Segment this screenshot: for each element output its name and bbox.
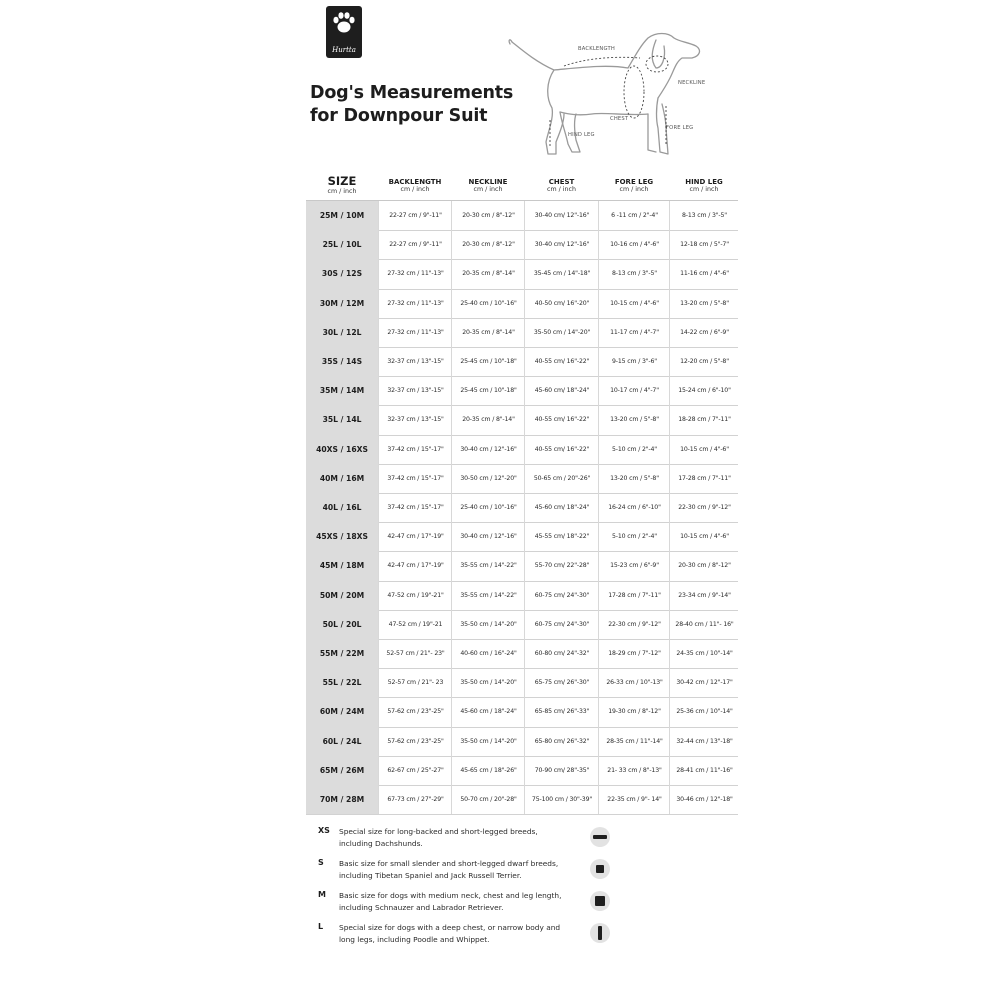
cell-hind-leg: 10-15 cm / 4"-6" xyxy=(669,522,739,551)
cell-size: 60M / 24M xyxy=(306,697,378,726)
header-size-name: SIZE xyxy=(327,174,357,188)
cell-chest: 75-100 cm / 30"-39" xyxy=(524,785,599,814)
cell-neckline: 25-40 cm / 10"-16" xyxy=(451,493,525,522)
title-line-2: for Downpour Suit xyxy=(310,106,488,126)
cell-chest: 30-40 cm/ 12"-16" xyxy=(524,201,599,230)
fore-leg-label: FORE LEG xyxy=(666,125,694,131)
cell-backlength: 27-32 cm / 11"-13" xyxy=(378,289,452,318)
cell-backlength: 67-73 cm / 27"-29" xyxy=(378,785,452,814)
table-row xyxy=(306,668,738,698)
legend-line-2: including Tibetan Spaniel and Jack Russell Terrier. xyxy=(339,871,522,881)
legend-description xyxy=(339,858,589,883)
cell-backlength: 62-67 cm / 25"-27" xyxy=(378,756,452,785)
table-row xyxy=(306,727,738,757)
legend-description xyxy=(339,922,589,947)
legend-line-1: Basic size for dogs with medium neck, chest and leg length, xyxy=(339,891,562,900)
tall-bar-icon xyxy=(590,923,610,943)
cell-fore-leg: 10-15 cm / 4"-6" xyxy=(598,289,670,318)
cell-size: 55M / 22M xyxy=(306,639,378,668)
cell-size: 30S / 12S xyxy=(306,259,378,288)
cell-backlength: 22-27 cm / 9"-11" xyxy=(378,230,452,259)
header-neckline xyxy=(452,170,524,200)
cell-size: 50L / 20L xyxy=(306,610,378,639)
cell-fore-leg: 26-33 cm / 10"-13" xyxy=(598,668,670,697)
medium-square-icon xyxy=(590,891,610,911)
cell-backlength: 32-37 cm / 13"-15" xyxy=(378,347,452,376)
neckline-label: NECKLINE xyxy=(678,80,706,86)
cell-hind-leg: 32-44 cm / 13"-18" xyxy=(669,727,739,756)
table-row xyxy=(306,230,738,260)
cell-chest: 35-50 cm / 14"-20" xyxy=(524,318,599,347)
legend-line-1: Special size for dogs with a deep chest, or narrow body and xyxy=(339,923,561,932)
header-chest-unit: cm / inch xyxy=(547,186,576,193)
chest-label: CHEST xyxy=(610,116,629,122)
cell-fore-leg: 10-17 cm / 4"-7" xyxy=(598,376,670,405)
cell-chest: 45-55 cm/ 18"-22" xyxy=(524,522,599,551)
cell-neckline: 35-55 cm / 14"-22" xyxy=(451,551,525,580)
table-row xyxy=(306,639,738,669)
cell-size: 35S / 14S xyxy=(306,347,378,376)
table-row xyxy=(306,785,738,815)
cell-neckline: 20-30 cm / 8"-12" xyxy=(451,201,525,230)
header-hind-leg xyxy=(670,170,738,200)
cell-backlength: 32-37 cm / 13"-15" xyxy=(378,376,452,405)
cell-neckline: 35-50 cm / 14"-20" xyxy=(451,610,525,639)
legend-item-xs xyxy=(306,824,738,854)
cell-hind-leg: 12-18 cm / 5"-7" xyxy=(669,230,739,259)
cell-fore-leg: 15-23 cm / 6"-9" xyxy=(598,551,670,580)
cell-neckline: 45-60 cm / 18"-24" xyxy=(451,697,525,726)
legend-description xyxy=(339,890,589,915)
legend-line-2: long legs, including Poodle and Whippet. xyxy=(339,935,490,945)
legend-code: XS xyxy=(318,826,330,835)
cell-size: 50M / 20M xyxy=(306,581,378,610)
cell-size: 35M / 14M xyxy=(306,376,378,405)
cell-backlength: 52-57 cm / 21"- 23 xyxy=(378,668,452,697)
cell-backlength: 27-32 cm / 11"-13" xyxy=(378,259,452,288)
table-row xyxy=(306,581,738,611)
cell-size: 35L / 14L xyxy=(306,405,378,434)
cell-neckline: 35-55 cm / 14"-22" xyxy=(451,581,525,610)
legend-line-1: Basic size for small slender and short-legged dwarf breeds, xyxy=(339,859,559,868)
cell-fore-leg: 17-28 cm / 7"-11" xyxy=(598,581,670,610)
legend-code: S xyxy=(318,858,324,867)
cell-fore-leg: 16-24 cm / 6"-10" xyxy=(598,493,670,522)
cell-hind-leg: 20-30 cm / 8"-12" xyxy=(669,551,739,580)
cell-size: 25L / 10L xyxy=(306,230,378,259)
cell-backlength: 27-32 cm / 11"-13" xyxy=(378,318,452,347)
cell-hind-leg: 22-30 cm / 9"-12" xyxy=(669,493,739,522)
cell-hind-leg: 11-16 cm / 4"-6" xyxy=(669,259,739,288)
cell-neckline: 20-30 cm / 8"-12" xyxy=(451,230,525,259)
table-row xyxy=(306,405,738,435)
header-backlength-name: BACKLENGTH xyxy=(388,178,442,186)
legend-code: M xyxy=(318,890,326,899)
table-row xyxy=(306,697,738,727)
cell-hind-leg: 12-20 cm / 5"-8" xyxy=(669,347,739,376)
header-neckline-unit: cm / inch xyxy=(473,186,503,193)
cell-chest: 65-80 cm/ 26"-32" xyxy=(524,727,599,756)
cell-fore-leg: 5-10 cm / 2"-4" xyxy=(598,435,670,464)
cell-backlength: 32-37 cm / 13"-15" xyxy=(378,405,452,434)
legend-item-l xyxy=(306,920,738,950)
cell-size: 45M / 18M xyxy=(306,551,378,580)
cell-chest: 60-75 cm/ 24"-30" xyxy=(524,610,599,639)
cell-size: 30L / 12L xyxy=(306,318,378,347)
cell-backlength: 42-47 cm / 17"-19" xyxy=(378,522,452,551)
cell-fore-leg: 28-35 cm / 11"-14" xyxy=(598,727,670,756)
cell-backlength: 37-42 cm / 15"-17" xyxy=(378,435,452,464)
cell-chest: 40-50 cm/ 16"-20" xyxy=(524,289,599,318)
cell-neckline: 30-50 cm / 12"-20" xyxy=(451,464,525,493)
wide-bar-icon xyxy=(590,827,610,847)
cell-size: 40XS / 16XS xyxy=(306,435,378,464)
cell-neckline: 40-60 cm / 16"-24" xyxy=(451,639,525,668)
cell-fore-leg: 10-16 cm / 4"-6" xyxy=(598,230,670,259)
cell-hind-leg: 25-36 cm / 10"-14" xyxy=(669,697,739,726)
cell-fore-leg: 22-30 cm / 9"-12" xyxy=(598,610,670,639)
table-row xyxy=(306,289,738,319)
legend-description xyxy=(339,826,589,851)
cell-backlength: 22-27 cm / 9"-11" xyxy=(378,201,452,230)
legend-item-s xyxy=(306,856,738,886)
cell-size: 60L / 24L xyxy=(306,727,378,756)
header-fore-leg-name: FORE LEG xyxy=(614,178,654,186)
cell-chest: 40-55 cm/ 16"-22" xyxy=(524,405,599,434)
title-line-1: Dog's Measurements xyxy=(310,83,514,103)
table-row xyxy=(306,610,738,640)
cell-size: 65M / 26M xyxy=(306,756,378,785)
page-title xyxy=(310,82,520,128)
cell-hind-leg: 30-42 cm / 12"-17" xyxy=(669,668,739,697)
table-row xyxy=(306,259,738,289)
header-size xyxy=(306,170,378,200)
hind-leg-label: HIND LEG xyxy=(568,132,595,138)
cell-hind-leg: 15-24 cm / 6"-10" xyxy=(669,376,739,405)
cell-chest: 55-70 cm/ 22"-28" xyxy=(524,551,599,580)
header-fore-leg xyxy=(599,170,669,200)
cell-neckline: 25-45 cm / 10"-18" xyxy=(451,376,525,405)
cell-neckline: 30-40 cm / 12"-16" xyxy=(451,522,525,551)
cell-neckline: 20-35 cm / 8"-14" xyxy=(451,259,525,288)
cell-fore-leg: 6 -11 cm / 2"-4" xyxy=(598,201,670,230)
cell-backlength: 57-62 cm / 23"-25" xyxy=(378,727,452,756)
cell-size: 55L / 22L xyxy=(306,668,378,697)
cell-backlength: 57-62 cm / 23"-25" xyxy=(378,697,452,726)
cell-size: 45XS / 18XS xyxy=(306,522,378,551)
header-hind-leg-unit: cm / inch xyxy=(689,186,719,193)
table-row xyxy=(306,318,738,348)
cell-hind-leg: 18-28 cm / 7"-11" xyxy=(669,405,739,434)
legend-line-2: including Dachshunds. xyxy=(339,839,423,849)
cell-fore-leg: 9-15 cm / 3"-6" xyxy=(598,347,670,376)
cell-chest: 35-45 cm / 14"-18" xyxy=(524,259,599,288)
header-hind-leg-name: HIND LEG xyxy=(685,178,723,186)
cell-chest: 45-60 cm/ 18"-24" xyxy=(524,493,599,522)
cell-backlength: 37-42 cm / 15"-17" xyxy=(378,493,452,522)
cell-fore-leg: 18-29 cm / 7"-12" xyxy=(598,639,670,668)
cell-neckline: 30-40 cm / 12"-16" xyxy=(451,435,525,464)
cell-hind-leg: 13-20 cm / 5"-8" xyxy=(669,289,739,318)
cell-hind-leg: 23-34 cm / 9"-14" xyxy=(669,581,739,610)
cell-backlength: 42-47 cm / 17"-19" xyxy=(378,551,452,580)
legend-item-m xyxy=(306,888,738,918)
header-backlength-unit: cm / inch xyxy=(400,186,430,193)
cell-fore-leg: 5-10 cm / 2"-4" xyxy=(598,522,670,551)
cell-chest: 70-90 cm/ 28"-35" xyxy=(524,756,599,785)
cell-hind-leg: 28-41 cm / 11"-16" xyxy=(669,756,739,785)
table-row xyxy=(306,551,738,581)
cell-size: 40L / 16L xyxy=(306,493,378,522)
table-row xyxy=(306,756,738,786)
cell-chest: 65-75 cm/ 26"-30" xyxy=(524,668,599,697)
cell-chest: 40-55 cm/ 16"-22" xyxy=(524,435,599,464)
cell-fore-leg: 13-20 cm / 5"-8" xyxy=(598,405,670,434)
legend-line-1: Special size for long-backed and short-legged breeds, xyxy=(339,827,538,836)
cell-chest: 60-80 cm/ 24"-32" xyxy=(524,639,599,668)
header-backlength xyxy=(379,170,451,200)
cell-neckline: 35-50 cm / 14"-20" xyxy=(451,727,525,756)
cell-fore-leg: 13-20 cm / 5"-8" xyxy=(598,464,670,493)
cell-neckline: 20-35 cm / 8"-14" xyxy=(451,318,525,347)
header-chest-name: CHEST xyxy=(548,178,575,186)
cell-fore-leg: 8-13 cm / 3"-5" xyxy=(598,259,670,288)
table-row xyxy=(306,376,738,406)
size-chart-sheet xyxy=(306,0,738,1000)
table-row xyxy=(306,201,738,231)
header-fore-leg-unit: cm / inch xyxy=(619,186,649,193)
cell-hind-leg: 24-35 cm / 10"-14" xyxy=(669,639,739,668)
cell-fore-leg: 19-30 cm / 8"-12" xyxy=(598,697,670,726)
legend-line-2: including Schnauzer and Labrador Retriever. xyxy=(339,903,504,913)
cell-chest: 60-75 cm/ 24"-30" xyxy=(524,581,599,610)
cell-size: 25M / 10M xyxy=(306,201,378,230)
cell-neckline: 50-70 cm / 20"-28" xyxy=(451,785,525,814)
cell-size: 30M / 12M xyxy=(306,289,378,318)
cell-hind-leg: 17-28 cm / 7"-11" xyxy=(669,464,739,493)
cell-fore-leg: 21- 33 cm / 8"-13" xyxy=(598,756,670,785)
cell-neckline: 25-45 cm / 10"-18" xyxy=(451,347,525,376)
table-row xyxy=(306,347,738,377)
table-row xyxy=(306,464,738,494)
cell-chest: 45-60 cm/ 18"-24" xyxy=(524,376,599,405)
brand-logo xyxy=(326,6,362,58)
header-chest xyxy=(525,170,598,200)
cell-chest: 30-40 cm/ 12"-16" xyxy=(524,230,599,259)
cell-backlength: 47-52 cm / 19"-21" xyxy=(378,581,452,610)
brand-name: Hurtta xyxy=(332,46,356,54)
cell-backlength: 52-57 cm / 21"- 23" xyxy=(378,639,452,668)
cell-backlength: 37-42 cm / 15"-17" xyxy=(378,464,452,493)
cell-fore-leg: 22-35 cm / 9"- 14" xyxy=(598,785,670,814)
cell-neckline: 45-65 cm / 18"-26" xyxy=(451,756,525,785)
cell-fore-leg: 11-17 cm / 4"-7" xyxy=(598,318,670,347)
small-square-icon xyxy=(590,859,610,879)
cell-hind-leg: 10-15 cm / 4"-6" xyxy=(669,435,739,464)
paw-icon xyxy=(331,10,357,36)
cell-neckline: 20-35 cm / 8"-14" xyxy=(451,405,525,434)
legend-code: L xyxy=(318,922,324,931)
dog-measurement-diagram xyxy=(506,28,738,162)
cell-hind-leg: 28-40 cm / 11"- 16" xyxy=(669,610,739,639)
cell-size: 70M / 28M xyxy=(306,785,378,814)
table-row xyxy=(306,435,738,465)
cell-chest: 50-65 cm / 20"-26" xyxy=(524,464,599,493)
cell-size: 40M / 16M xyxy=(306,464,378,493)
header-neckline-name: NECKLINE xyxy=(468,178,508,186)
cell-hind-leg: 14-22 cm / 6"-9" xyxy=(669,318,739,347)
cell-chest: 40-55 cm/ 16"-22" xyxy=(524,347,599,376)
table-row xyxy=(306,493,738,523)
backlength-label: BACKLENGTH xyxy=(578,46,615,52)
header-size-unit: cm / inch xyxy=(327,188,357,195)
cell-neckline: 25-40 cm / 10"-16" xyxy=(451,289,525,318)
cell-hind-leg: 30-46 cm / 12"-18" xyxy=(669,785,739,814)
cell-backlength: 47-52 cm / 19"-21 xyxy=(378,610,452,639)
dog-silhouette xyxy=(506,28,738,162)
cell-neckline: 35-50 cm / 14"-20" xyxy=(451,668,525,697)
table-row xyxy=(306,522,738,552)
cell-hind-leg: 8-13 cm / 3"-5" xyxy=(669,201,739,230)
cell-chest: 65-85 cm/ 26"-33" xyxy=(524,697,599,726)
